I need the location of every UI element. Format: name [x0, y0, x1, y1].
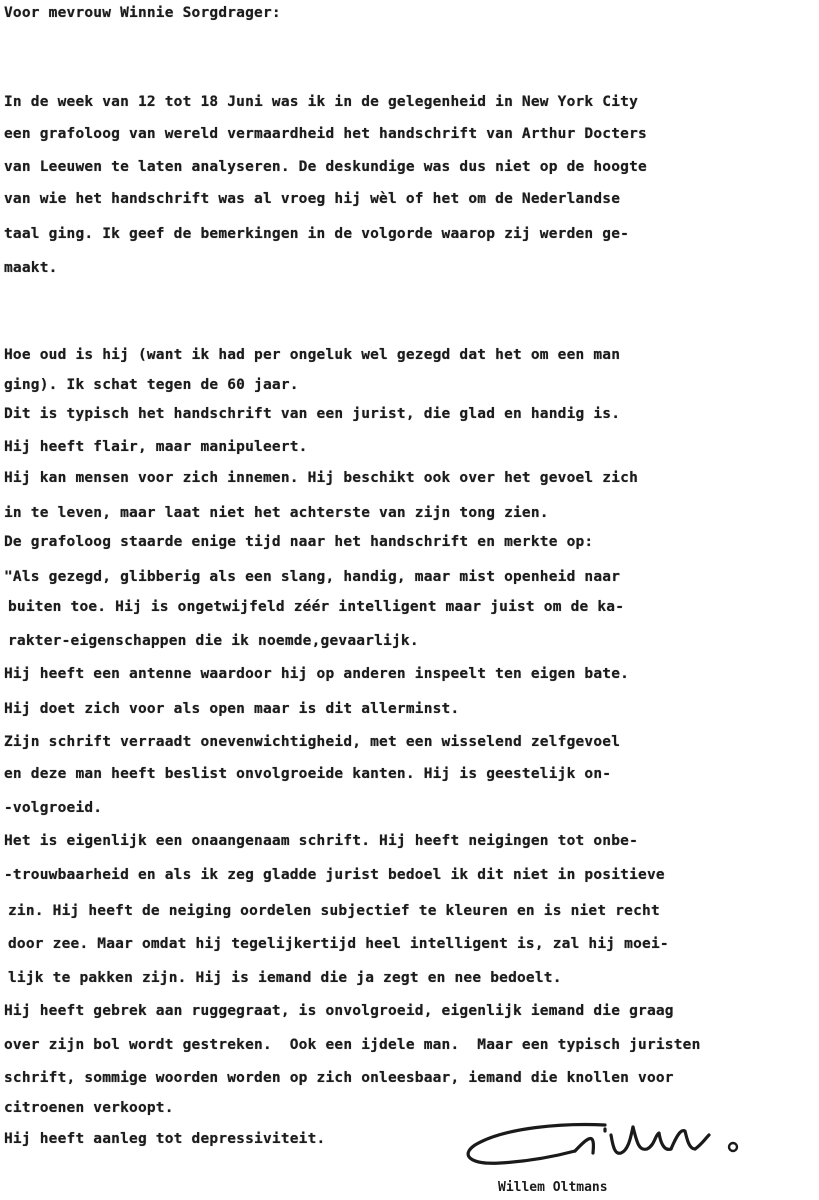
text-line: Hij heeft gebrek aan ruggegraat, is onvolgroeid, eigenlijk iemand die graag — [4, 1003, 674, 1019]
text-line: maakt. — [4, 260, 58, 276]
text-line: in te leven, maar laat niet het achterste van zijn tong zien. — [4, 505, 549, 521]
text-line: Het is eigenlijk een onaangenaam schrift. Hij heeft neigingen tot onbe- — [4, 833, 639, 849]
text-line: -volgroeid. — [4, 800, 103, 816]
text-line: -trouwbaarheid en als ik zeg gladde jurist bedoel ik dit niet in positieve — [4, 867, 665, 883]
handwritten-signature — [455, 1105, 755, 1185]
text-line: en deze man heeft beslist onvolgroeide kanten. Hij is geestelijk on- — [4, 766, 612, 782]
text-line: ging). Ik schat tegen de 60 jaar. — [4, 377, 299, 393]
salutation: Voor mevrouw Winnie Sorgdrager: — [4, 5, 281, 21]
text-line: een grafoloog van wereld vermaardheid het handschrift van Arthur Docters — [4, 126, 647, 142]
text-line: Hij heeft een antenne waardoor hij op anderen inspeelt ten eigen bate. — [4, 666, 630, 682]
text-line: Dit is typisch het handschrift van een jurist, die glad en handig is. — [4, 406, 621, 422]
text-line: In de week van 12 tot 18 Juni was ik in de gelegenheid in New York City — [4, 94, 639, 110]
text-line: citroenen verkoopt. — [4, 1100, 174, 1116]
text-line: Zijn schrift verraadt onevenwichtigheid, met een wisselend zelfgevoel — [4, 734, 621, 750]
text-line: taal ging. Ik geef de bemerkingen in de volgorde waarop zij werden ge- — [4, 226, 630, 242]
text-line: van Leeuwen te laten analyseren. De deskundige was dus niet op de hoogte — [4, 159, 647, 175]
text-line: rakter-eigenschappen die ik noemde,gevaarlijk. — [8, 633, 419, 649]
text-line: Hij doet zich voor als open maar is dit allerminst. — [4, 701, 460, 717]
text-line: door zee. Maar omdat hij tegelijkertijd heel intelligent is, zal hij moei- — [8, 936, 669, 952]
signer-name: Willem Oltmans — [498, 1180, 608, 1195]
text-line: Hij heeft aanleg tot depressiviteit. — [4, 1131, 326, 1147]
text-line: zin. Hij heeft de neiging oordelen subjectief te kleuren en is niet recht — [8, 903, 660, 919]
text-line: "Als gezegd, glibberig als een slang, handig, maar mist openheid naar — [4, 569, 621, 585]
text-line: Hij heeft flair, maar manipuleert. — [4, 439, 308, 455]
text-line: Hij kan mensen voor zich innemen. Hij beschikt ook over het gevoel zich — [4, 470, 639, 486]
text-line: Hoe oud is hij (want ik had per ongeluk wel gezegd dat het om een man — [4, 347, 621, 363]
text-line: lijk te pakken zijn. Hij is iemand die ja zegt en nee bedoelt. — [8, 970, 562, 986]
text-line: van wie het handschrift was al vroeg hij wèl of het om de Nederlandse — [4, 191, 621, 207]
text-line: buiten toe. Hij is ongetwijfeld zéér intelligent maar juist om de ka- — [8, 599, 625, 615]
text-line: over zijn bol wordt gestreken. Ook een ijdele man. Maar een typisch juristen — [4, 1037, 701, 1053]
text-line: De grafoloog staarde enige tijd naar het handschrift en merkte op: — [4, 534, 594, 550]
text-line: schrift, sommige woorden worden op zich onleesbaar, iemand die knollen voor — [4, 1070, 674, 1086]
